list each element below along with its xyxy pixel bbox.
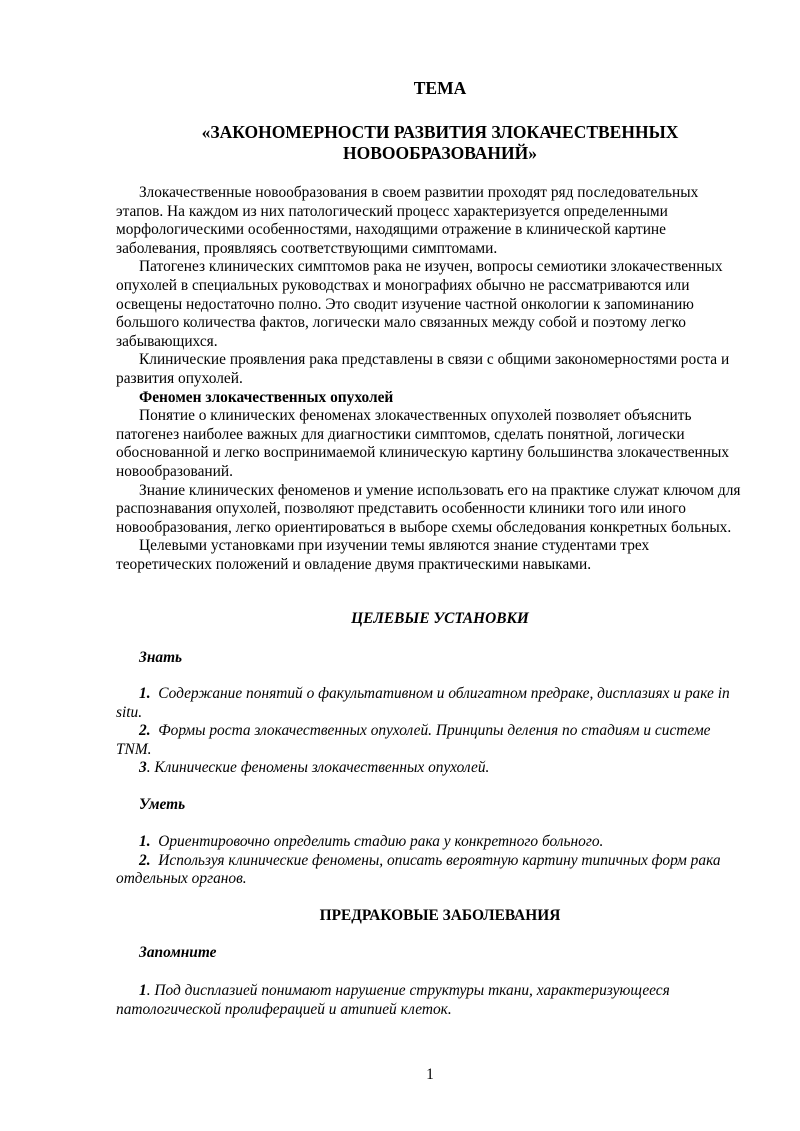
precancer-heading: ПРЕДРАКОВЫЕ ЗАБОЛЕВАНИЯ xyxy=(319,907,561,924)
list-item-number: 3 xyxy=(139,759,147,777)
remember-list xyxy=(116,982,744,1019)
list-item-text: Содержание понятий о факультативном и облигатном предраке, дисплазиях и раке in situ. xyxy=(116,685,730,721)
can-list xyxy=(116,833,744,889)
paragraph: Клинические проявления рака представлены в связи с общими закономерностями роста и развития опухолей. xyxy=(116,351,730,387)
remember-label: Запомните xyxy=(139,944,217,961)
can-label: Уметь xyxy=(139,796,186,813)
document-page xyxy=(116,0,744,1131)
paragraph: Понятие о клинических феноменах злокачественных опухолей позволяет объяснить патогенез наиболее важных для диагностики симптомов, сделать понятной, логически обоснованной и легко воспринимаемой клиническую картину большинства злокачественных новообразований. xyxy=(116,407,730,480)
topic-title-line-2: НОВООБРАЗОВАНИЙ» xyxy=(343,143,537,163)
topic-title-line-1: «ЗАКОНОМЕРНОСТИ РАЗВИТИЯ ЗЛОКАЧЕСТВЕННЫХ xyxy=(201,122,679,142)
paragraph: Целевыми установками при изучении темы являются знание студентами трех теоретических положений и овладение двумя практическими навыками. xyxy=(116,537,650,573)
paragraph: Знание клинических феноменов и умение использовать его на практике служат ключом для распознавания опухолей, позволяют представить особенности клиники того или иного новообразования, легко ориентироваться в выборе схемы обследования конкретных больных. xyxy=(116,481,741,536)
page-number: 1 xyxy=(426,1066,434,1083)
list-item xyxy=(116,722,744,759)
list-item xyxy=(116,685,744,722)
list-item-text: Формы роста злокачественных опухолей. Принципы деления по стадиям и системе TNM. xyxy=(116,722,711,758)
subsection-heading: Феномен злокачественных опухолей xyxy=(139,388,394,406)
list-item-text: . Под дисплазией понимают нарушение структуры ткани, характеризующееся патологической пролиферацией и атипией клеток. xyxy=(116,982,670,1018)
list-item xyxy=(116,852,744,889)
list-item-number: 2. xyxy=(139,722,151,740)
list-item-number: 1. xyxy=(139,685,151,702)
list-item-number: 1 xyxy=(139,982,147,999)
list-item-number: 1. xyxy=(139,833,151,850)
paragraph: Патогенез клинических симптомов рака не изучен, вопросы семиотики злокачественных опухолей в специальных руководствах и монографиях обычно не рассматриваются или освещены недостаточно полно. Это сводит изучение частной онкологии к запоминанию большого количества фактов, логически мало связанных между собой и поэтому легко забывающихся. xyxy=(116,258,723,350)
list-item-text: . Клинические феномены злокачественных опухолей. xyxy=(146,759,490,777)
know-list xyxy=(116,685,744,778)
list-item-number: 2. xyxy=(139,851,151,869)
list-item-text: Ориентировочно определить стадию рака у конкретного больного. xyxy=(158,833,604,850)
list-item xyxy=(116,833,744,852)
topic-label: ТЕМА xyxy=(413,78,467,98)
intro-text xyxy=(116,184,744,574)
list-item xyxy=(116,982,744,1019)
list-item-text: Используя клинические феномены, описать вероятную картину типичных форм рака отдельных органов. xyxy=(116,851,721,888)
topic-title xyxy=(116,122,764,164)
know-label: Знать xyxy=(139,649,183,666)
paragraph: Злокачественные новообразования в своем развитии проходят ряд последовательных этапов. На каждом из них патологический процесс характеризуется определенными морфологическими особенностями, находящими отражение в клинической картине заболевания, проявляясь соответствующими симптомами. xyxy=(116,184,699,257)
list-item xyxy=(116,759,744,778)
goals-heading: ЦЕЛЕВЫЕ УСТАНОВКИ xyxy=(351,610,529,627)
